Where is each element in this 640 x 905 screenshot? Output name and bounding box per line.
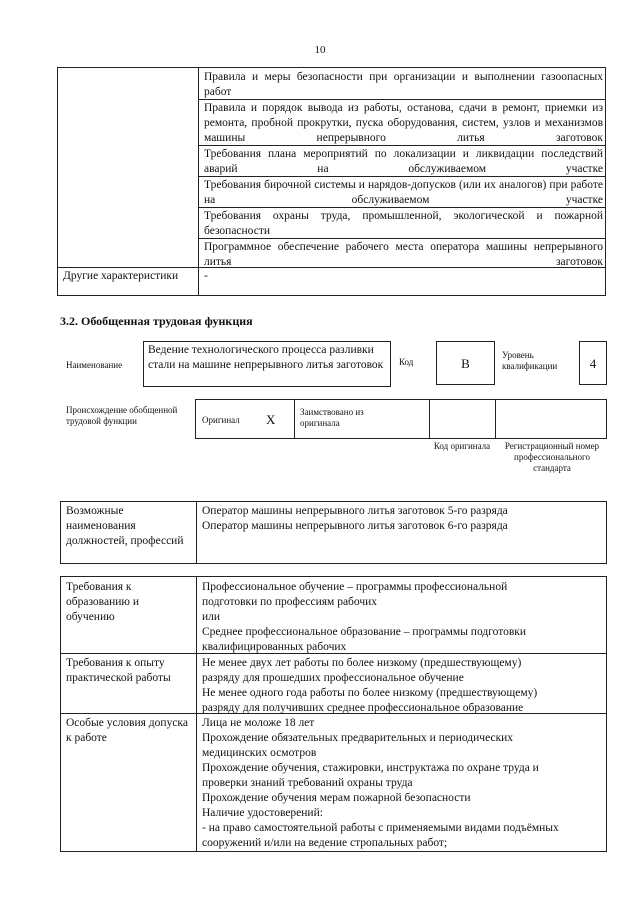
positions-label: Возможные наименования должностей, профессий [66,505,184,547]
function-code: B [461,356,470,371]
registration-number-caption: Регистрационный номер профессионального стандарта [504,441,600,473]
special-conditions-label: Особые условия допуска к работе [66,717,188,744]
knowledge-row: Требования охраны труда, промышленной, экологической и пожарной безопасности [204,210,603,237]
page-number: 10 [314,44,326,56]
experience-line: Не менее двух лет работы по более низкому (предшествующему) [202,657,522,669]
section-heading: 3.2. Обобщенная трудовая функция [60,314,253,328]
special-condition-line: медицинских осмотров [202,747,317,759]
code-label: Код [399,357,414,367]
experience-line: Не менее одного года работы по более низкому (предшествующему) [202,687,538,699]
code-value-box [436,341,495,385]
original-label: Оригинал [202,415,240,425]
level-value-box [579,341,607,385]
position-name: Оператор машины непрерывного литья заготовок 6-го разряда [202,520,508,532]
origin-table [195,399,607,439]
positions-table [60,501,607,564]
education-line: Среднее профессиональное образование – программы подготовки [202,626,527,638]
name-label: Наименование [66,360,123,370]
knowledge-row: Правила и меры безопасности при организации и выполнении газоопасных работ [204,71,603,98]
education-line: или [202,611,221,623]
origin-label: Происхождение обобщенной трудовой функции [66,405,178,426]
borrowed-label: Заимствовано из оригинала [300,407,364,428]
requirements-table [60,576,607,852]
special-condition-line: Прохождение обязательных предварительных и периодических [202,732,514,744]
level-label: Уровень квалификации [502,350,558,371]
function-name: Ведение технологического процесса разливки стали на машине непрерывного литья заготовок [148,344,384,371]
experience-label: Требования к опыту практической работы [66,657,171,684]
name-value-box [143,341,391,387]
special-condition-line: Прохождение обучения мерам пожарной безопасности [202,792,471,804]
knowledge-row: Правила и порядок вывода из работы, останова, сдачи в ремонт, приемки из ремонта, пробной прокрутки, пуска оборудования, систем, узлов и механизмов машины непрерывного литья заготовок [204,102,603,144]
special-condition-line: проверки знаний требований охраны труда [202,777,413,789]
original-checkmark: X [266,412,276,427]
special-condition-line: - на право самостоятельной работы с применяемыми видами подъёмных [202,822,559,834]
knowledge-table [57,67,606,296]
knowledge-row: Требования бирочной системы и нарядов-допусков (или их аналогов) при работе на обслуживаемом участке [204,179,603,206]
education-line: Профессиональное обучение – программы профессиональной [202,581,508,593]
position-name: Оператор машины непрерывного литья заготовок 5-го разряда [202,505,508,517]
education-line: подготовки по профессиям рабочих [202,596,378,608]
other-characteristics-value: - [204,270,208,282]
experience-line: разряду для получивших среднее профессиональное образование [202,702,524,714]
special-condition-line: Прохождение обучения, стажировки, инструктажа по охране труда и [202,762,539,774]
education-label: Требования к образованию и обучению [66,581,139,623]
special-condition-line: сооружений и/или на ведение стропальных работ; [202,837,448,849]
original-code-caption: Код оригинала [433,441,491,451]
education-line: квалифицированных рабочих [202,641,347,653]
qualification-level: 4 [589,356,597,371]
special-condition-line: Наличие удостоверений: [202,807,323,819]
experience-line: разряду для прошедших профессиональное обучение [202,672,464,684]
special-condition-line: Лица не моложе 18 лет [202,717,315,729]
other-characteristics-label: Другие характеристики [63,270,179,282]
knowledge-row: Требования плана мероприятий по локализации и ликвидации последствий аварий на обслуживаемом участке [204,148,603,175]
knowledge-row: Программное обеспечение рабочего места оператора машины непрерывного литья заготовок [204,241,603,268]
